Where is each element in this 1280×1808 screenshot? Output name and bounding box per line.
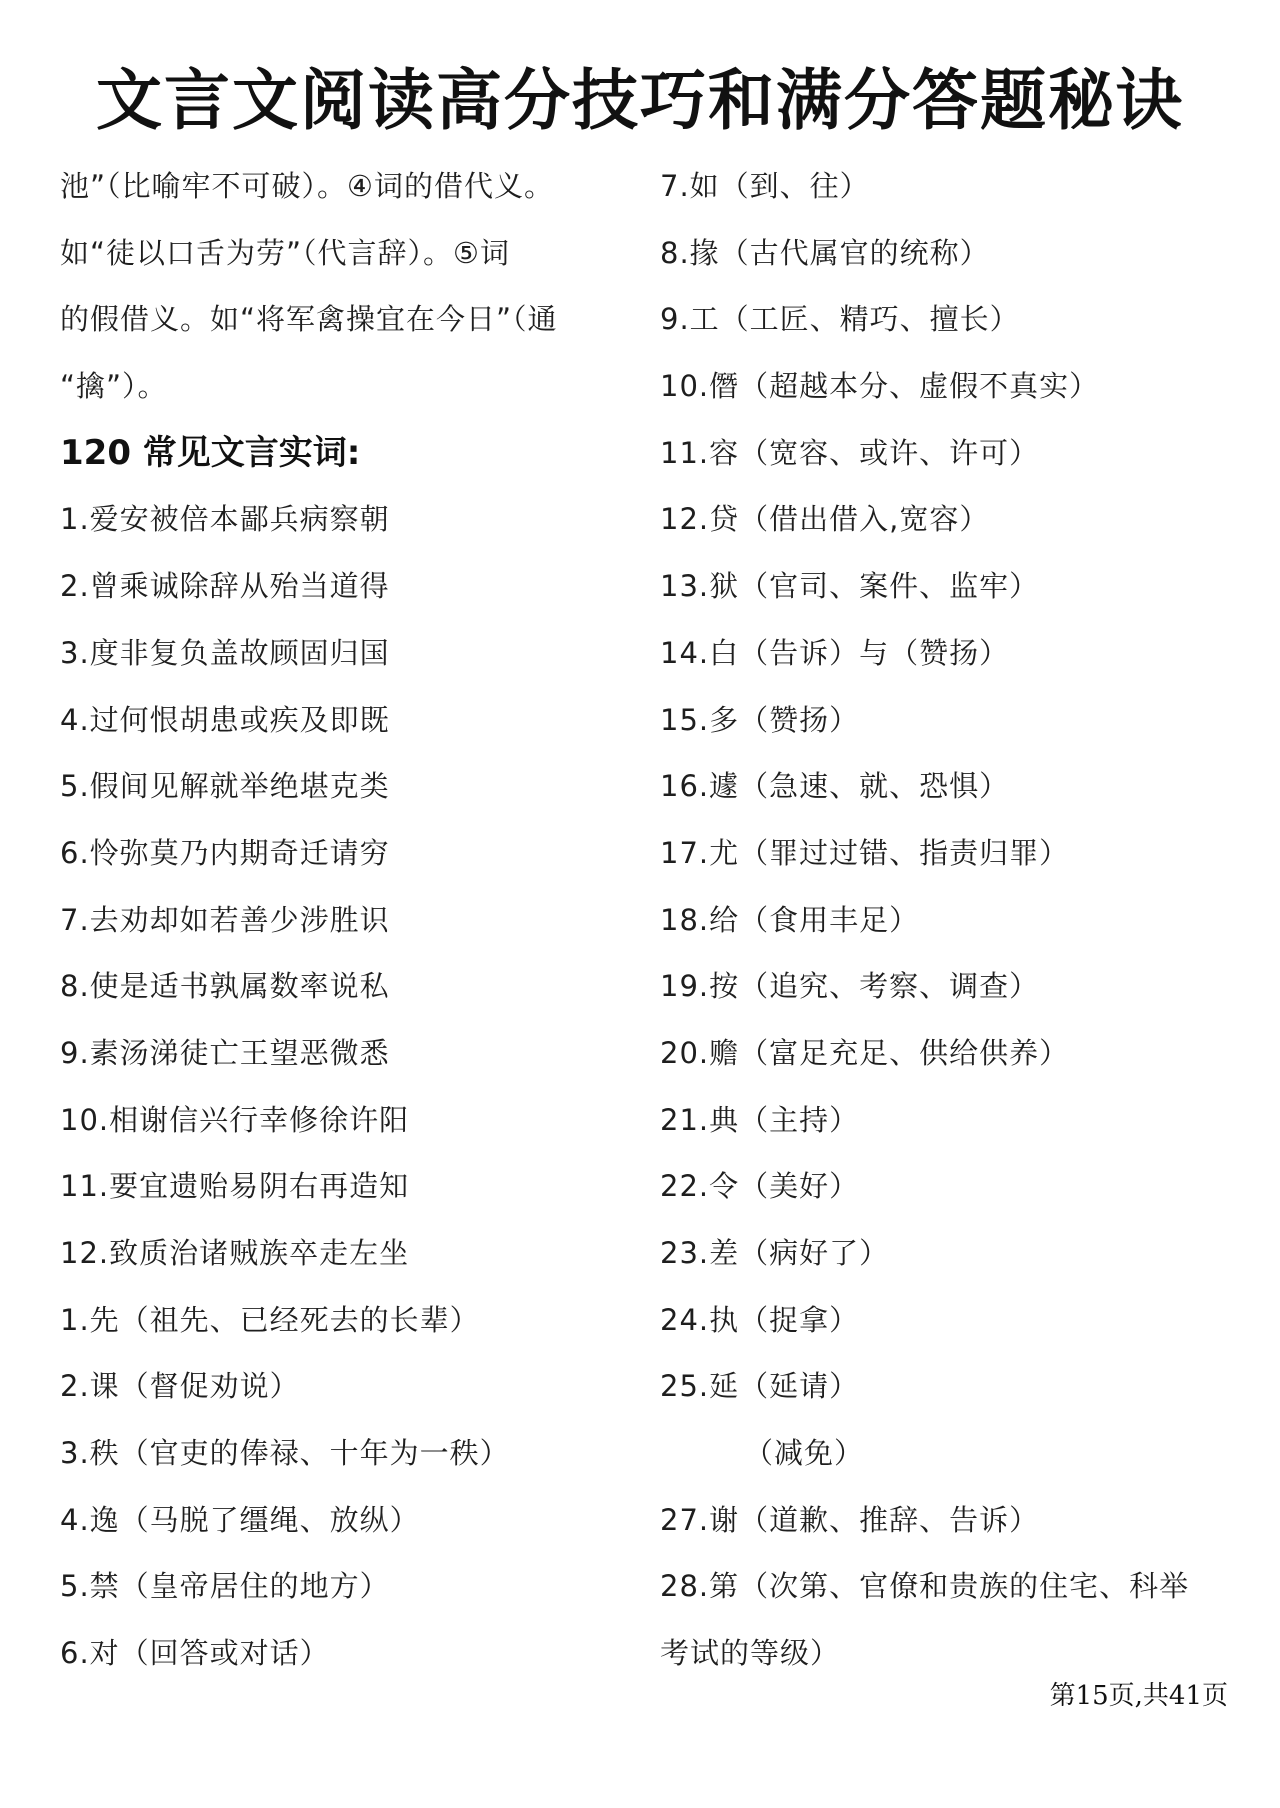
list-item: 2.课（督促劝说） <box>60 1369 300 1404</box>
list-item: 4.逸（马脱了缰绳、放纵） <box>60 1502 420 1537</box>
list-item: 4.过何恨胡患或疾及即既 <box>60 702 390 737</box>
list-item: 27.谢（道歉、推辞、告诉） <box>660 1502 1040 1537</box>
list-item: 18.给（食用丰足） <box>660 902 920 937</box>
list-item: 7.去劝却如若善少涉胜识 <box>60 902 390 937</box>
list-item: 6.怜弥莫乃内期奇迁请穷 <box>60 835 390 870</box>
list-item: 22.令（美好） <box>660 1169 860 1204</box>
left-column <box>60 153 626 1687</box>
list-item: 2.曾乘诚除辞从殆当道得 <box>60 569 390 604</box>
list-item: 9.工（工匠、精巧、擅长） <box>660 302 1020 337</box>
list-item: 12.贷（借出借入,宽容） <box>660 502 990 537</box>
list-item: 6.对（回答或对话） <box>60 1636 330 1671</box>
list-item: 13.狱（官司、案件、监牢） <box>660 569 1040 604</box>
list-item: 25.延（延请） <box>660 1369 860 1404</box>
list-item: 10.僭（超越本分、虚假不真实） <box>660 369 1100 404</box>
list-item: 14.白（告诉）与（赞扬） <box>660 635 1010 670</box>
list-item: 11.容（宽容、或许、许可） <box>660 435 1040 470</box>
list-item: 7.如（到、往） <box>660 169 870 203</box>
list-item: 11.要宜遗贻易阴右再造知 <box>60 1169 410 1204</box>
page-number: 第15页,共41页 <box>1049 1681 1228 1711</box>
text-line: 池”（比喻牢不可破）。④词的借代义。 <box>60 169 555 203</box>
list-item: 考试的等级） <box>660 1636 841 1671</box>
list-item: 12.致质治诸贼族卒走左坐 <box>60 1236 410 1270</box>
list-item: 5.假间见解就举绝堪克类 <box>60 769 390 804</box>
list-item: 21.典（主持） <box>660 1102 860 1137</box>
right-column <box>660 153 1260 1687</box>
list-item: 23.差（病好了） <box>660 1236 890 1270</box>
text-line: “擒”）。 <box>60 369 168 404</box>
section-heading: 120 常见文言实词: <box>60 432 361 473</box>
list-item: 8.掾（古代属官的统称） <box>660 235 990 270</box>
page-title: 文言文阅读高分技巧和满分答题秘诀 <box>96 62 1184 139</box>
list-item: 16.遽（急速、就、恐惧） <box>660 769 1010 804</box>
list-item: 3.度非复负盖故顾固归国 <box>60 635 390 670</box>
list-item: 15.多（赞扬） <box>660 702 860 737</box>
list-item: 1.先（祖先、已经死去的长辈） <box>60 1302 480 1337</box>
list-item: 8.使是适书孰属数率说私 <box>60 969 390 1004</box>
list-item: 5.禁（皇帝居住的地方） <box>60 1569 390 1604</box>
text-line: 如“徒以口舌为劳”（代言辞）。⑤词 <box>60 235 511 270</box>
text-line: 的假借义。如“将军禽操宜在今日”（通 <box>60 302 558 337</box>
list-item: 10.相谢信兴行幸修徐许阳 <box>60 1102 410 1137</box>
list-item: 19.按（追究、考察、调查） <box>660 969 1040 1004</box>
list-item: 24.执（捉拿） <box>660 1302 860 1337</box>
list-item: 20.赡（富足充足、供给供养） <box>660 1035 1070 1070</box>
list-item: 3.秩（官吏的俸禄、十年为一秩） <box>60 1436 510 1471</box>
list-item: 9.素汤涕徒亡王望恶微悉 <box>60 1035 390 1070</box>
list-item: 28.第（次第、官僚和贵族的住宅、科举 <box>660 1569 1190 1604</box>
list-item: （减免） <box>744 1436 865 1471</box>
list-item: 17.尤（罪过过错、指责归罪） <box>660 835 1070 870</box>
list-item: 1.爱安被倍本鄙兵病察朝 <box>60 502 390 537</box>
